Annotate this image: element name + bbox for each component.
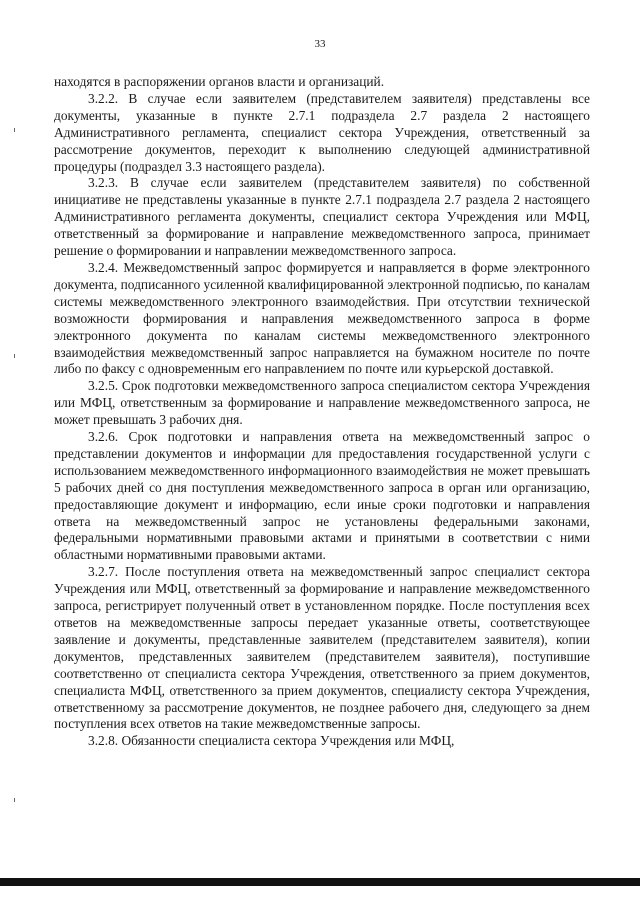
paragraph-3-2-8: 3.2.8. Обязанности специалиста сектора Учреждения или МФЦ, [88, 733, 455, 749]
document-body [54, 74, 590, 750]
scan-mark [14, 354, 15, 358]
page-number: 33 [314, 38, 326, 50]
paragraph-3-2-6: 3.2.6. Срок подготовки и направления ответа на межведомственный запрос о представлении документов и информации для предоставления государственной услуги с использованием межведомственного информационного взаимодействия не может превышать 5 рабочих дней со дня поступления межведомственного запроса в орган или организацию, предоставляющие документ и информацию, если иные сроки подготовки и направления ответа на межведомственный запрос не установлены федеральными законами, федеральными нормативными правовыми актами и принятыми в соответствии с ними областными нормативными правовыми актами. [54, 429, 590, 563]
paragraph-3-2-3: 3.2.3. В случае если заявителем (представителем заявителя) по собственной инициативе не представлены указанные в пункте 2.7.1 подраздела 2.7 раздела 2 настоящего Административного регламента документы, специалист сектора Учреждения или МФЦ, ответственный за формирование и направление межведомственного запроса, принимает решение о формировании и направлении межведомственного запроса. [54, 175, 590, 259]
scan-bottom-edge [0, 878, 640, 886]
paragraph-3-2-7: 3.2.7. После поступления ответа на межведомственный запрос специалист сектора Учреждения или МФЦ, ответственный за формирование и направление межведомственного запроса, регистрирует полученный ответ в установленном порядке. После поступления всех ответов на межведомственные запросы передает указанные ответы, соответствующее заявление и документы, представленные заявителем (представителем заявителя), копии документов, представленных заявителем (представителем заявителя), поступившие соответственно от специалиста сектора Учреждения, ответственного за прием документов, специалиста МФЦ, ответственного за прием документов, специалисту сектора Учреждения, ответственному за рассмотрение документов, не позднее рабочего дня, следующего за днем поступления всех ответов на такие межведомственные запросы. [54, 564, 590, 732]
paragraph-continuation: находятся в распоряжении органов власти и организаций. [54, 74, 385, 89]
paragraph-3-2-4: 3.2.4. Межведомственный запрос формируется и направляется в форме электронного документа, подписанного усиленной квалифицированной электронной подписью, по каналам системы межведомственного электронного взаимодействия. При отсутствии технической возможности формирования и направления межведомственного запроса в форме электронного документа по каналам системы межведомственного электронного взаимодействия межведомственный запрос направляется на бумажном носителе по почте либо по факсу с одновременным его направлением по почте или курьерской доставкой. [54, 259, 590, 377]
scan-mark [14, 798, 15, 802]
paragraph-3-2-2: 3.2.2. В случае если заявителем (представителем заявителя) представлены все документы, указанные в пункте 2.7.1 подраздела 2.7 раздела 2 настоящего Административного регламента, специалист сектора Учреждения, ответственный за рассмотрение документов, переходит к выполнению следующей административной процедуры (подраздел 3.3 настоящего раздела). [54, 90, 590, 174]
scan-mark [14, 128, 15, 132]
paragraph-3-2-5: 3.2.5. Срок подготовки межведомственного запроса специалистом сектора Учреждения или МФЦ, ответственным за формирование и направление межведомственного запроса, не может превышать 3 рабочих дня. [54, 378, 590, 428]
